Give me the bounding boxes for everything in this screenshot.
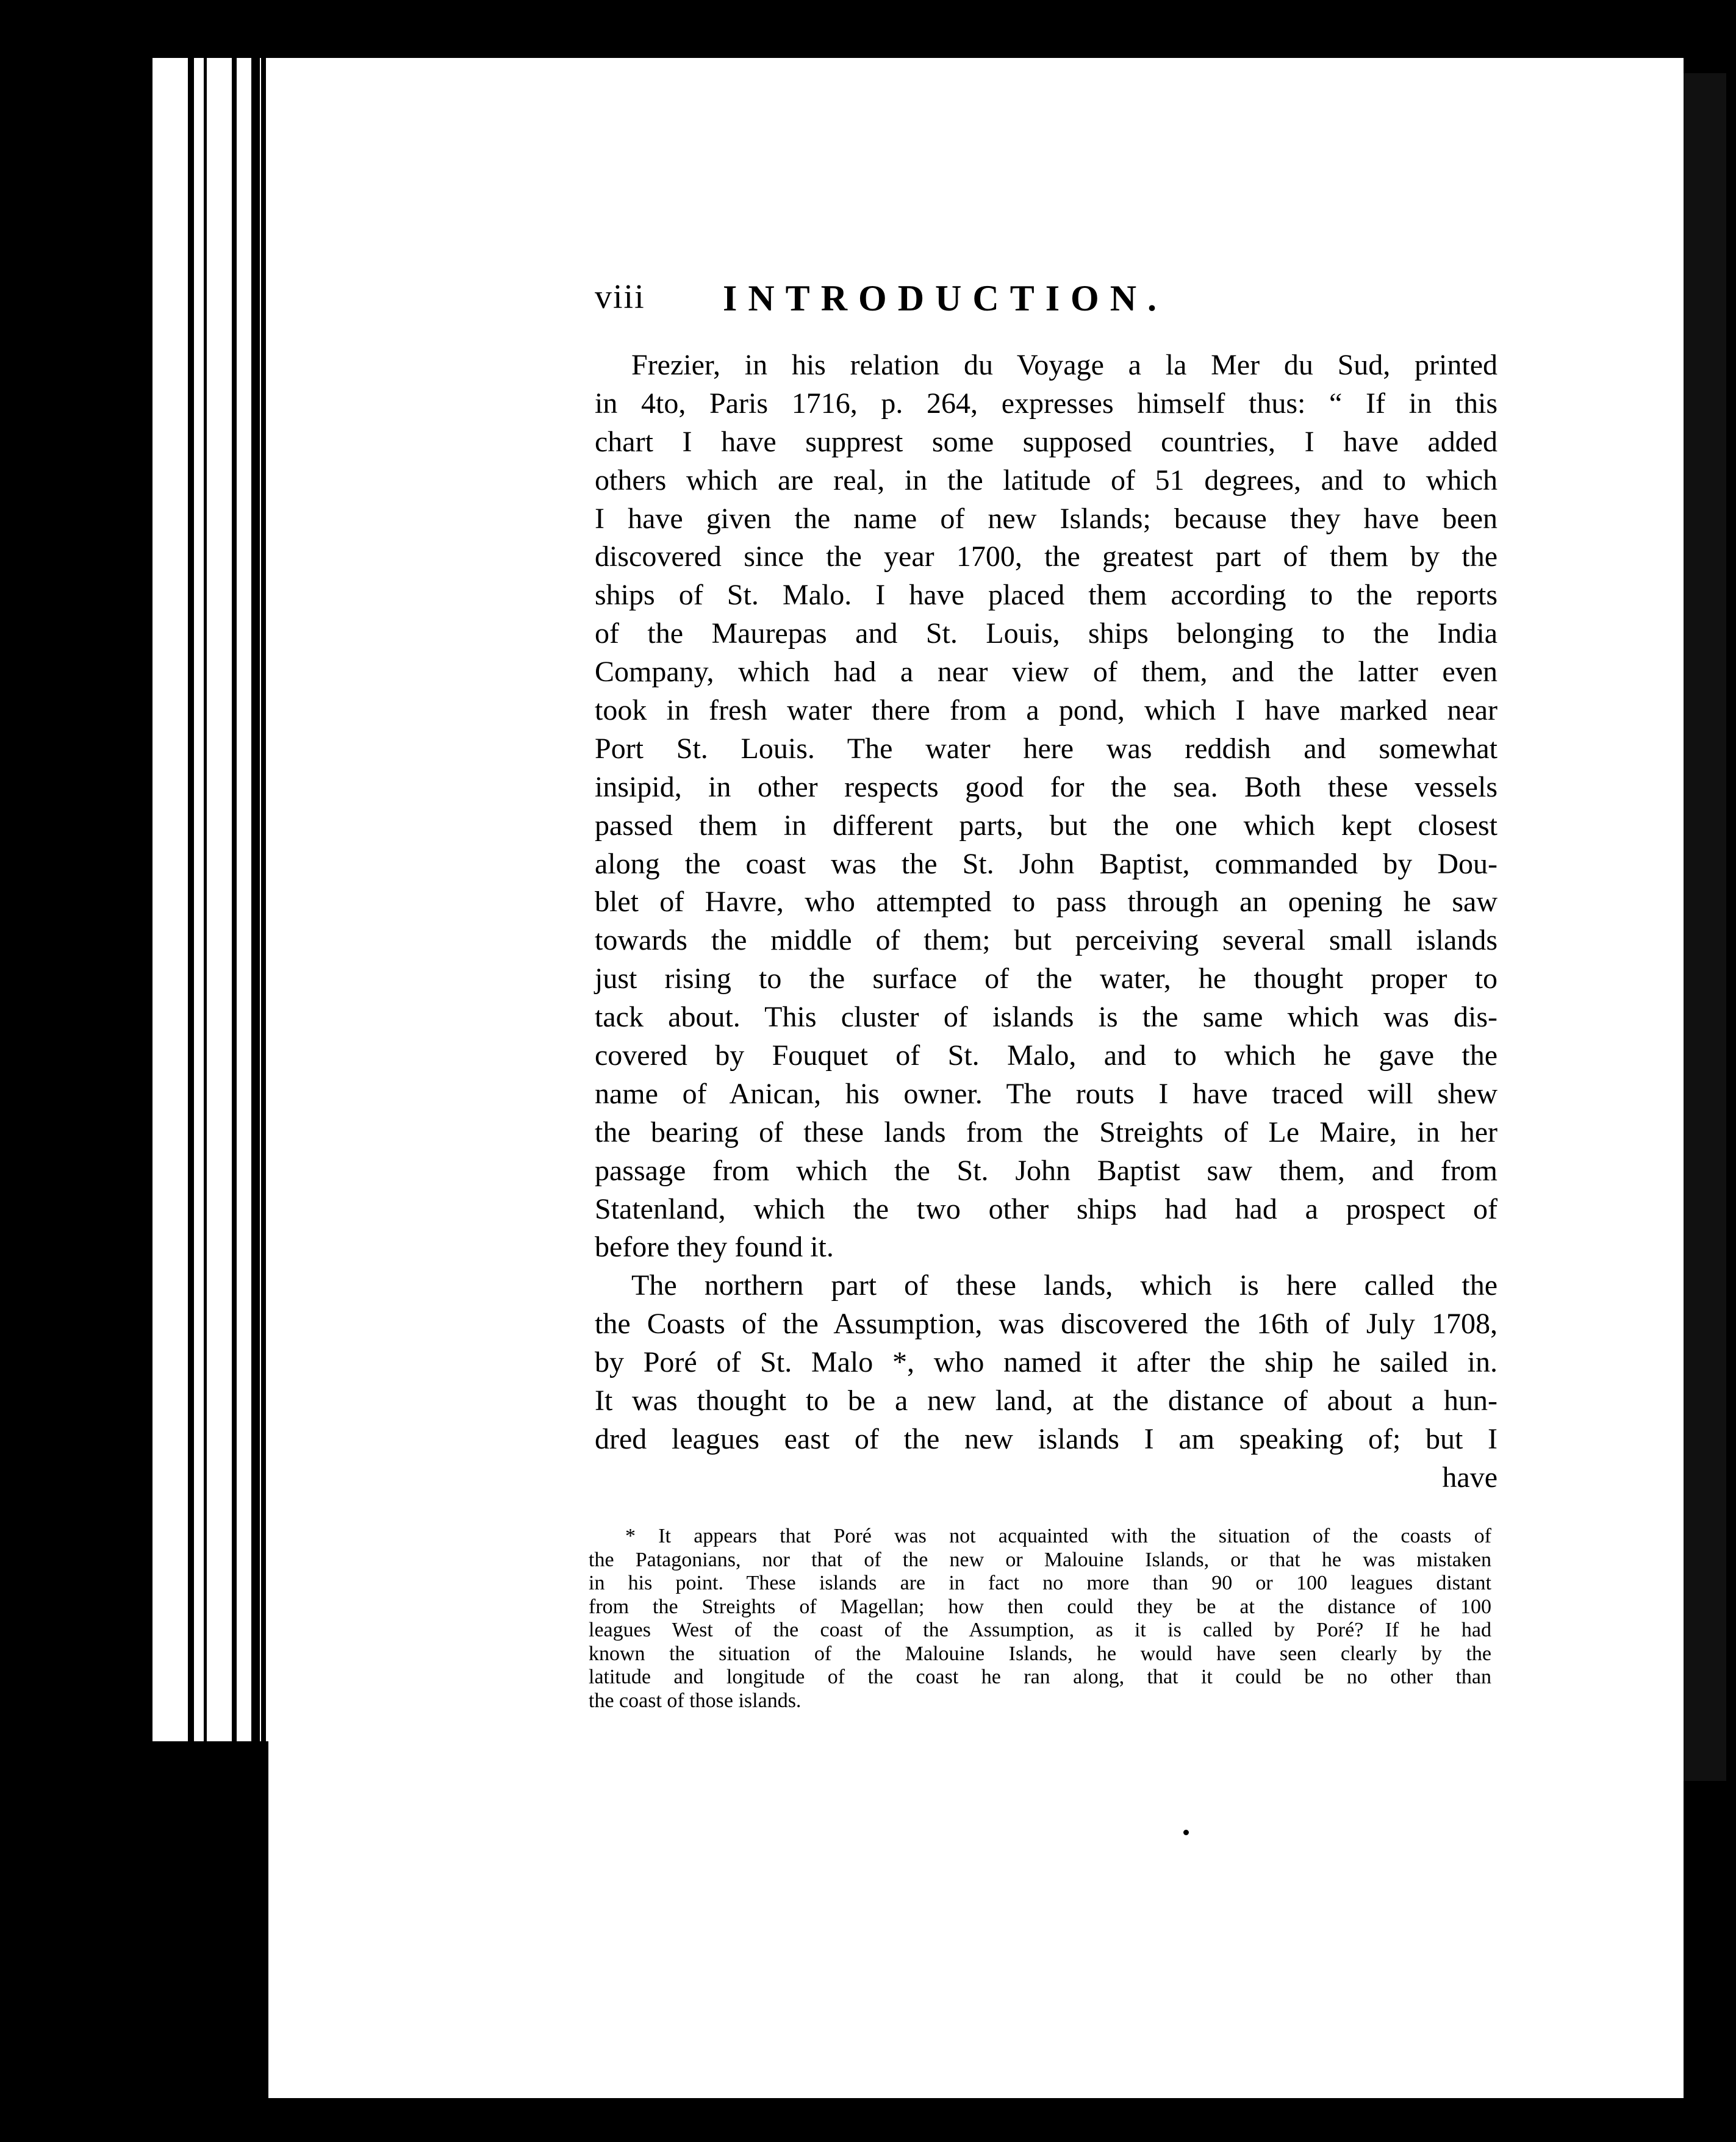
text-line: the bearing of these lands from the Streights of Le Maire, in her	[595, 1116, 1497, 1148]
text-line: took in fresh water there from a pond, which I have marked near	[595, 694, 1497, 727]
scan-speck	[1183, 1830, 1189, 1835]
page-edge-line	[232, 58, 237, 1741]
footnote-line: known the situation of the Malouine Islands, he would have seen clearly by the	[589, 1642, 1491, 1665]
text-line: insipid, in other respects good for the sea. Both these vessels	[595, 770, 1497, 803]
left-page-edges	[152, 58, 268, 1741]
text-line: others which are real, in the latitude of 51 degrees, and to which	[595, 464, 1497, 496]
page-header	[595, 278, 1296, 351]
text-line: Company, which had a near view of them, and the latter even	[595, 656, 1497, 689]
footnote-line: in his point. These islands are in fact no more than 90 or 100 leagues distant	[589, 1572, 1491, 1594]
main-text	[595, 346, 1497, 1497]
page-number: viii	[595, 278, 645, 316]
footnote-line: latitude and longitude of the coast he ran along, that it could be no other than	[589, 1666, 1491, 1688]
text-line: covered by Fouquet of St. Malo, and to which he gave the	[595, 1039, 1497, 1072]
page-edge-line	[251, 58, 260, 1741]
page-edge-line	[204, 58, 207, 1741]
footnote-line: the coast of those islands.	[589, 1689, 802, 1712]
text-line: blet of Havre, who attempted to pass through an opening he saw	[595, 886, 1497, 919]
footnote	[589, 1525, 1491, 1713]
footnote-line: leagues West of the coast of the Assumption, as it is called by Poré? If he had	[589, 1619, 1491, 1641]
page-edge-line	[261, 58, 266, 1741]
text-line: tack about. This cluster of islands is the same which was dis-	[595, 1001, 1497, 1034]
text-line: It was thought to be a new land, at the distance of about a hun-	[595, 1384, 1497, 1417]
scan-speck	[44, 438, 62, 444]
text-line: The northern part of these lands, which is here called the	[631, 1269, 1497, 1302]
text-line: by Poré of St. Malo *, who named it after the ship he sailed in.	[595, 1346, 1497, 1379]
text-line: Statenland, which the two other ships had had a prospect of	[595, 1192, 1497, 1225]
text-line: Port St. Louis. The water here was reddish and somewhat	[595, 732, 1497, 765]
text-line: passed them in different parts, but the one which kept closest	[595, 809, 1497, 842]
text-line: discovered since the year 1700, the greatest part of them by the	[595, 540, 1497, 573]
text-line: towards the middle of them; but perceiving several small islands	[595, 924, 1497, 957]
text-line: dred leagues east of the new islands I am speaking of; but I	[595, 1422, 1497, 1455]
text-line: before they found it.	[595, 1231, 834, 1264]
page-top-edge	[268, 58, 1684, 67]
text-line: along the coast was the St. John Baptist, commanded by Dou-	[595, 847, 1497, 880]
text-line: the Coasts of the Assumption, was discovered the 16th of July 1708,	[595, 1308, 1497, 1341]
text-line: chart I have supprest some supposed countries, I have added	[595, 425, 1497, 458]
running-title: INTRODUCTION.	[723, 278, 1168, 318]
scan-speck	[116, 1970, 132, 1979]
right-page-edge	[1684, 73, 1726, 1781]
text-line: Frezier, in his relation du Voyage a la Mer du Sud, printed	[631, 349, 1497, 381]
footnote-line: from the Streights of Magellan; how then could they be at the distance of 100	[589, 1595, 1491, 1618]
text-line: I have given the name of new Islands; because they have been	[595, 502, 1497, 535]
text-line: passage from which the St. John Baptist saw them, and from	[595, 1154, 1497, 1187]
text-line: of the Maurepas and St. Louis, ships belonging to the India	[595, 617, 1497, 650]
page-edge-line	[188, 58, 194, 1741]
scan-speck	[78, 488, 84, 494]
text-line: ships of St. Malo. I have placed them according to the reports	[595, 579, 1497, 612]
text-line: just rising to the surface of the water, he thought proper to	[595, 962, 1497, 995]
catchword: have	[1442, 1461, 1497, 1494]
text-line: in 4to, Paris 1716, p. 264, expresses himself thus: “ If in this	[595, 387, 1497, 420]
footnote-line: the Patagonians, nor that of the new or Malouine Islands, or that he was mistaken	[589, 1548, 1491, 1571]
text-line: name of Anican, his owner. The routs I have traced will shew	[595, 1077, 1497, 1110]
footnote-line: * It appears that Poré was not acquainted with the situation of the coasts of	[625, 1525, 1491, 1547]
